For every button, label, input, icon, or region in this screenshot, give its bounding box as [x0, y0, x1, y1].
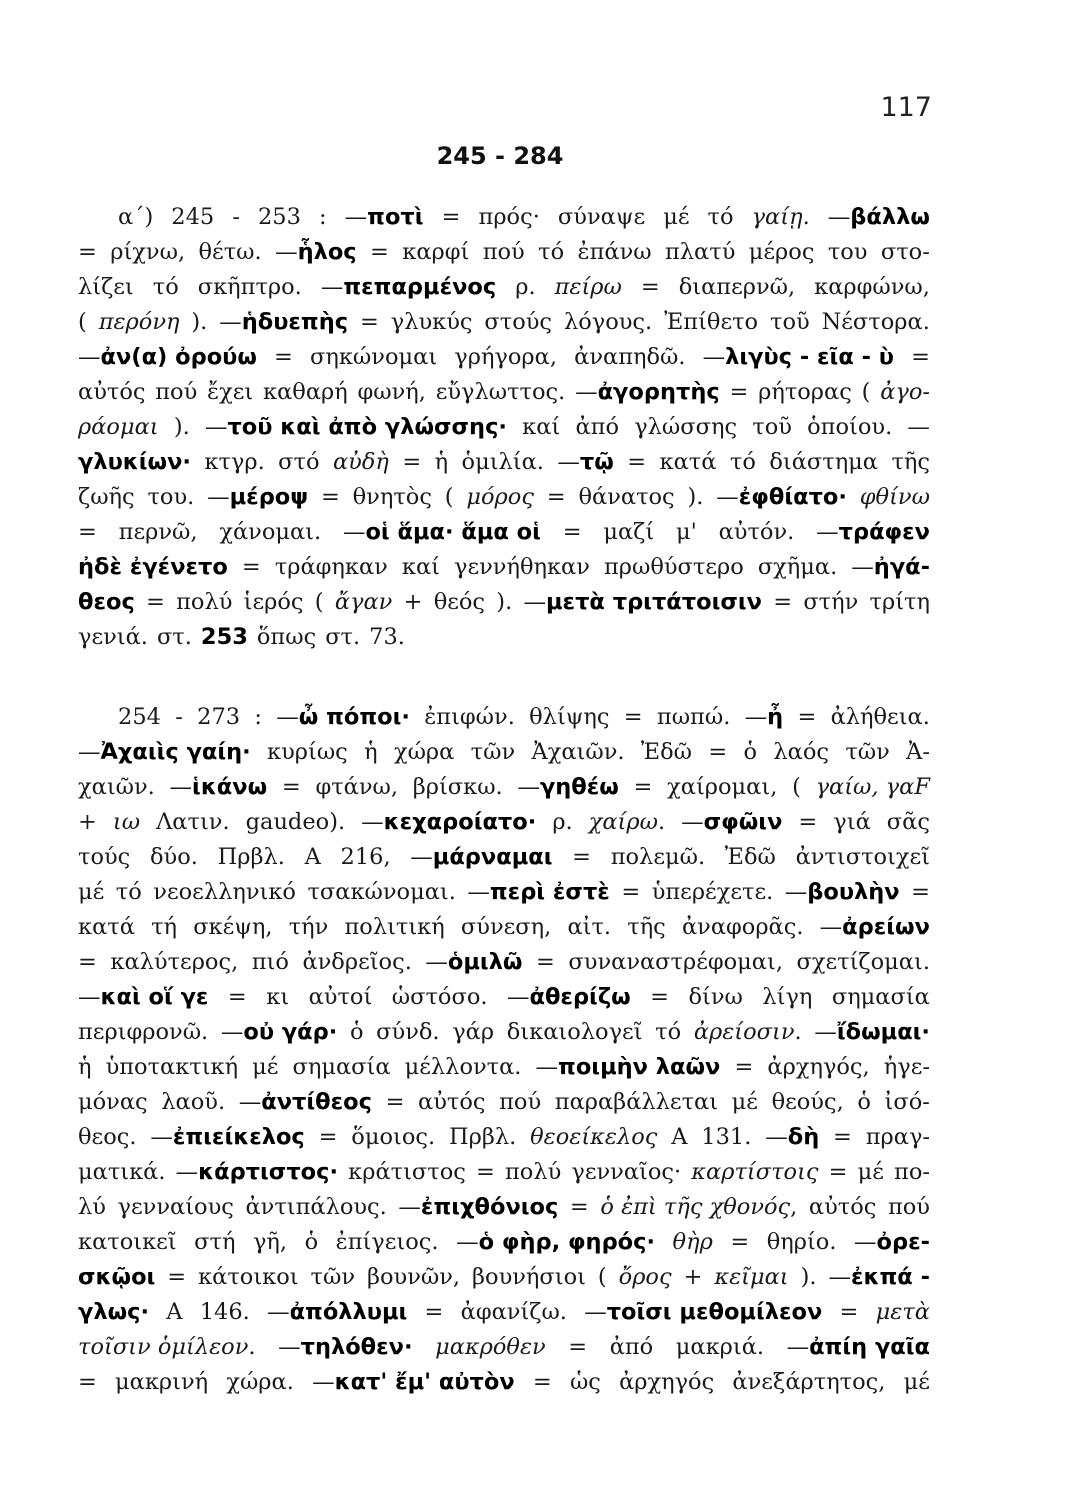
text-line: τούς δύο. Πρβλ. Α 216, —μάρναμαι = πολεμῶ. Ἐδῶ ἀντιστοιχεῖ: [78, 844, 930, 870]
text-line: γλως· Α 146. —ἀπόλλυμι = ἀφανίζω. —τοῖσι μεθομίλεον = μετὰ: [78, 1299, 930, 1325]
text-line: ματικά. —κάρτιστος· κράτιστος = πολύ γενναῖος· καρτίστοις = μέ πο-: [78, 1159, 930, 1185]
text-line: σκῷοι = κάτοικοι τῶν βουνῶν, βουνήσιοι ( ὄρος + κεῖμαι ). —ἐκπά -: [78, 1264, 930, 1290]
text-line: κατοικεῖ στή γῆ, ὁ ἐπίγειος. —ὁ φὴρ, φηρός· θὴρ = θηρίο. —ὀρε-: [78, 1229, 930, 1255]
text-line: = ρίχνω, θέτω. —ἧλος = καρφί πού τό ἐπάνω πλατύ μέρος του στο-: [78, 239, 930, 265]
text-line: θεος = πολύ ἱερός ( ἄγαν + θεός ). —μετὰ τριτάτοισιν = στήν τρίτη: [78, 589, 930, 615]
text-line: 254 - 273 : —ὦ πόποι· ἐπιφών. θλίψης = πωπώ. —ἦ = ἀλήθεια.: [118, 704, 930, 730]
page-number: 117: [880, 92, 932, 123]
text-line: ράομαι ). —τοῦ καὶ ἀπὸ γλώσσης· καί ἀπό γλώσσης τοῦ ὁποίου. —: [78, 414, 930, 440]
text-line: αὐτός πού ἔχει καθαρή φωνή, εὔγλωττος. —ἀγορητὴς = ρήτορας ( ἀγο-: [78, 379, 930, 405]
text-line: λύ γενναίους ἀντιπάλους. —ἐπιχθόνιος = ὁ ἐπὶ τῆς χθονός, αὐτός πού: [78, 1194, 930, 1220]
text-line: θεος. —ἐπιείκελος = ὅμοιος. Πρβλ. θεοείκελος Α 131. —δὴ = πραγ-: [78, 1124, 930, 1150]
text-line: τοῖσιν ὁμίλεον. —τηλόθεν· μακρόθεν = ἀπό μακριά. —ἀπίη γαῖα: [78, 1334, 930, 1360]
text-line: = καλύτερος, πιό ἀνδρεῖος. —ὁμιλῶ = συναναστρέφομαι, σχετίζομαι.: [78, 949, 930, 975]
text-line: —Ἀχαιὶς γαίη· κυρίως ἡ χώρα τῶν Ἀχαιῶν. Ἐδῶ = ὁ λαός τῶν Ἀ-: [78, 739, 930, 765]
commentary-paragraph-1: [78, 200, 930, 655]
text-line: + ιω Λατιν. gaudeo). —κεχαροίατο· ρ. χαίρω. —σφῶιν = γιά σᾶς: [78, 809, 930, 835]
text-line: περιφρονῶ. —οὐ γάρ· ὁ σύνδ. γάρ δικαιολογεῖ τό ἀρείοσιν. —ἴδωμαι·: [78, 1019, 930, 1045]
text-line: = περνῶ, χάνομαι. —οἱ ἅμα· ἅμα οἱ = μαζί μ' αὐτόν. —τράφεν: [78, 519, 930, 545]
commentary-paragraph-2: [78, 700, 930, 1400]
text-line: ἠδὲ ἐγένετο = τράφηκαν καί γεννήθηκαν πρωθύστερο σχῆμα. —ἠγά-: [78, 554, 930, 580]
text-line: —ἀν(α) ὀρούω = σηκώνομαι γρήγορα, ἀναπηδῶ. —λιγὺς - εῖα - ὺ =: [78, 344, 930, 370]
text-line: κατά τή σκέψη, τήν πολιτική σύνεση, αἰτ. τῆς ἀναφορᾶς. —ἀρείων: [78, 914, 930, 940]
text-line: ἡ ὑποτακτική μέ σημασία μέλλοντα. —ποιμὴν λαῶν = ἀρχηγός, ἡγε-: [78, 1054, 930, 1080]
text-line: γλυκίων· κτγρ. στό αὐδὴ = ἡ ὁμιλία. —τῷ = κατά τό διάστημα τῆς: [78, 449, 930, 475]
text-line: ( περόνη ). —ἡδυεπὴς = γλυκύς στούς λόγους. Ἐπίθετο τοῦ Νέστορα.: [78, 309, 930, 335]
text-line: α΄) 245 - 253 : —ποτὶ = πρός· σύναψε μέ τό γαίῃ. —βάλλω: [118, 204, 930, 230]
text-line: γενιά. στ. 253 ὅπως στ. 73.: [78, 624, 405, 650]
text-line: μόνας λαοῦ. —ἀντίθεος = αὐτός πού παραβάλλεται μέ θεούς, ὁ ἰσό-: [78, 1089, 930, 1115]
section-title: 245 - 284: [436, 142, 564, 170]
text-line: —καὶ οἵ γε = κι αὐτοί ὡστόσο. —ἀθερίζω = δίνω λίγη σημασία: [78, 984, 930, 1010]
text-line: ζωῆς του. —μέροψ = θνητὸς ( μόρος = θάνατος ). —ἐφθίατο· φθίνω: [78, 484, 930, 510]
text-line: χαιῶν. —ἱκάνω = φτάνω, βρίσκω. —γηθέω = χαίρομαι, ( γαίω, γαF: [78, 774, 930, 800]
text-line: = μακρινή χώρα. —κατ' ἔμ' αὐτὸν = ὡς ἀρχηγός ἀνεξάρτητος, μέ: [78, 1369, 930, 1395]
text-line: λίζει τό σκῆπτρο. —πεπαρμένος ρ. πείρω = διαπερνῶ, καρφώνω,: [78, 274, 930, 300]
text-line: μέ τό νεοελληνικό τσακώνομαι. —περὶ ἐστὲ = ὑπερέχετε. —βουλὴν =: [78, 879, 930, 905]
